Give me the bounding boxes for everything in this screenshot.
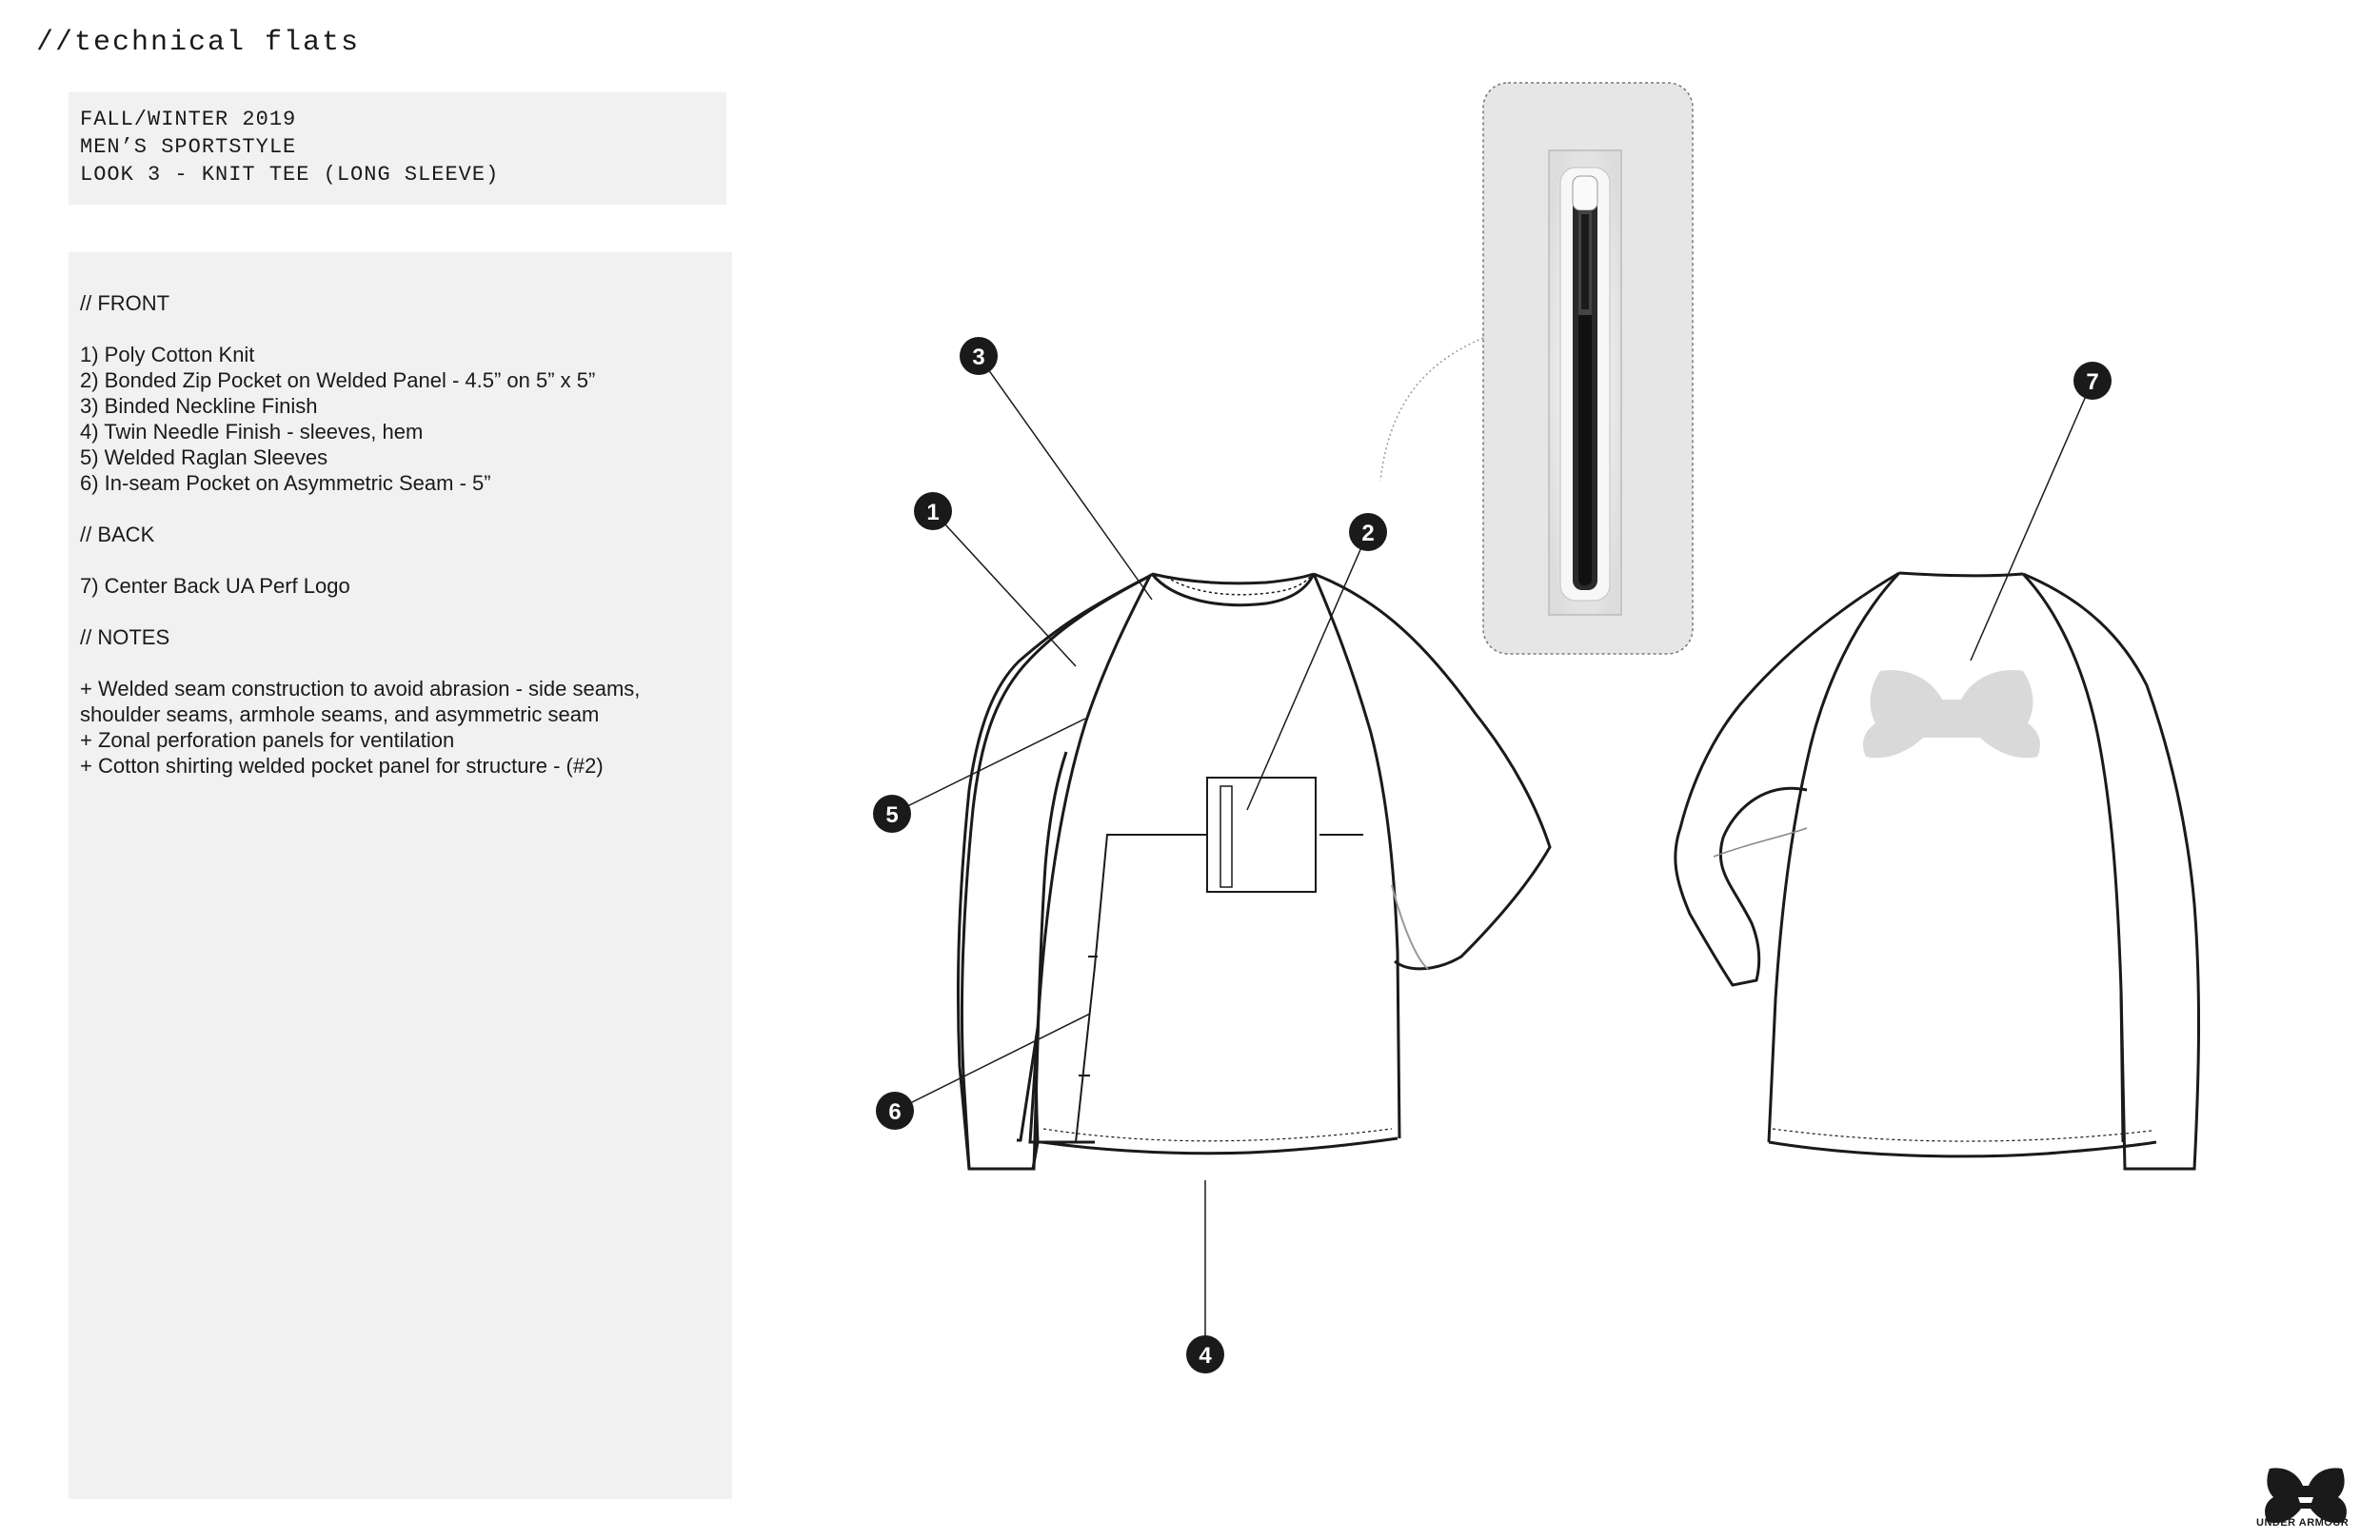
svg-text:5: 5 [885, 802, 899, 828]
back-tee-flat [1676, 573, 2199, 1169]
front-heading: // FRONT [80, 291, 170, 315]
header-line-category: MEN’S SPORTSTYLE [80, 135, 297, 159]
front-item: 2) Bonded Zip Pocket on Welded Panel - 4.5” on 5” x 5” [80, 368, 596, 392]
callout-5 [873, 795, 911, 833]
front-item: 3) Binded Neckline Finish [80, 394, 318, 418]
front-item: 6) In-seam Pocket on Asymmetric Seam - 5” [80, 471, 491, 495]
notes-item: + Cotton shirting welded pocket panel for structure - (#2) [80, 754, 604, 778]
svg-text:2: 2 [1361, 521, 1375, 546]
callout-4 [1186, 1335, 1224, 1373]
zip-detail-inset [1380, 83, 1693, 654]
callout-1 [914, 492, 952, 530]
notes-item: shoulder seams, armhole seams, and asymmetric seam [80, 702, 600, 726]
callout-2 [1349, 513, 1387, 551]
callout-3 [960, 337, 998, 375]
brand-name: UNDER ARMOUR [2256, 1517, 2350, 1529]
back-heading: // BACK [80, 523, 155, 546]
svg-text:6: 6 [888, 1099, 902, 1125]
front-item: 1) Poly Cotton Knit [80, 343, 255, 366]
header-line-season: FALL/WINTER 2019 [80, 108, 297, 131]
front-item: 4) Twin Needle Finish - sleeves, hem [80, 420, 424, 444]
header-line-look: LOOK 3 - KNIT TEE (LONG SLEEVE) [80, 163, 500, 187]
notes-item: + Zonal perforation panels for ventilation [80, 728, 455, 752]
callout-7 [2073, 362, 2112, 400]
svg-text:1: 1 [926, 500, 940, 525]
callout-6 [876, 1092, 914, 1130]
front-tee-flat [958, 574, 1550, 1169]
notes-heading: // NOTES [80, 625, 170, 649]
svg-text:3: 3 [972, 345, 985, 370]
page-title: //technical flats [36, 27, 361, 59]
back-perf-logo [1863, 670, 2040, 758]
back-item: 7) Center Back UA Perf Logo [80, 574, 350, 598]
notes-item: + Welded seam construction to avoid abrasion - side seams, [80, 677, 641, 701]
svg-text:7: 7 [2086, 369, 2099, 395]
svg-text:4: 4 [1199, 1343, 1212, 1369]
front-item: 5) Welded Raglan Sleeves [80, 445, 328, 469]
